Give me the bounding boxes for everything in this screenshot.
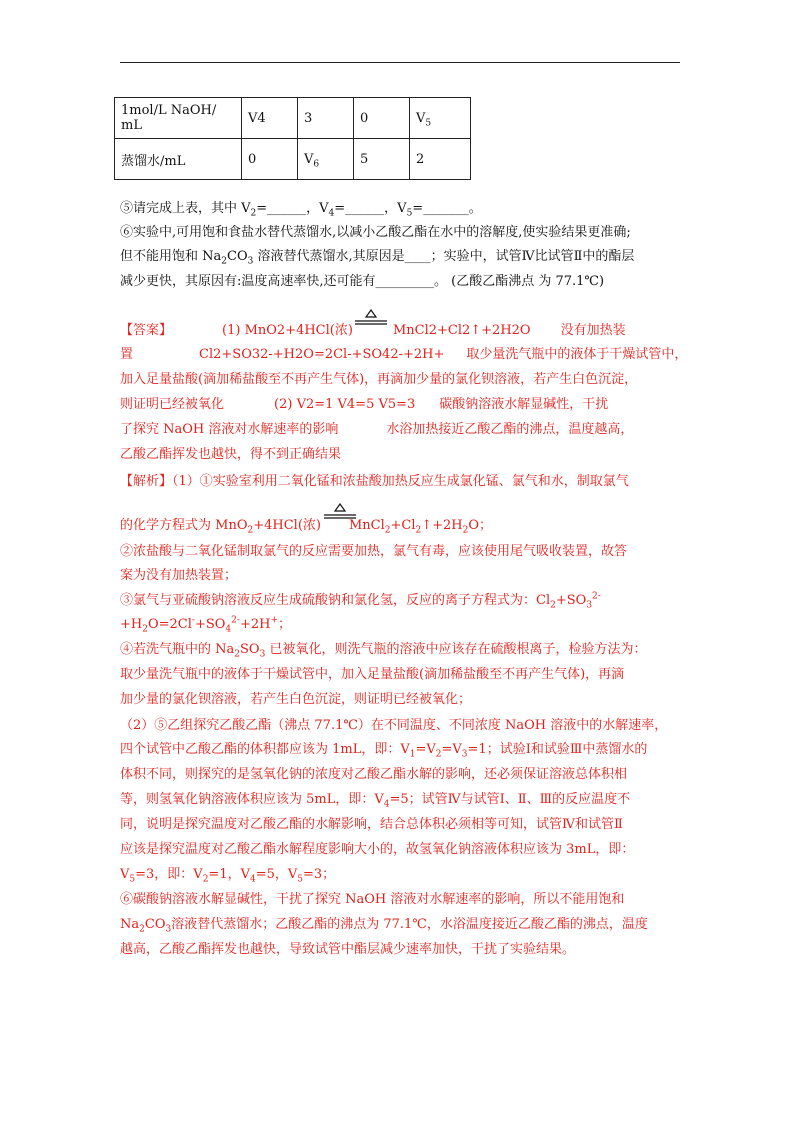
analysis-line: 【解析】（1）①实验室利用二氧化锰和浓盐酸加热反应生成氯化锰、氯气和水，制取氯气: [120, 474, 629, 489]
table-cell: 蒸馏水/mL: [115, 139, 242, 180]
analysis-line: 同，说明是探究温度对乙酸乙酯的水解影响，结合总体积必须相等可知，试管Ⅳ和试管Ⅱ: [120, 817, 623, 832]
analysis-line: $Na_2CO_3$溶液替代蒸馏水；乙酸乙酯的沸点为 77.1℃，水浴温度接近乙酸乙酯的沸点，温度: [120, 917, 648, 935]
table-cell: $V_6$: [298, 139, 354, 180]
analysis-line: 四个试管中乙酸乙酯的体积都应该为 1mL，即：$V_1=V_2=V_3=1$；试验Ⅰ和试验Ⅲ中蒸馏水的: [120, 742, 648, 760]
table-cell: V4: [242, 98, 298, 139]
analysis-line: $V_5=3$，即：$V_2=1$，$V_4=5$，$V_5=3$；: [120, 867, 336, 885]
analysis-line: $+H_2O=2Cl^-+SO_4^{2-}+2H^+$；: [120, 615, 292, 635]
table-cell: 2: [410, 139, 471, 180]
table-cell: 0: [354, 98, 410, 139]
answer-line: 了探究 NaOH 溶液对水解速率的影响 水浴加热接近乙酸乙酯的沸点，温度越高，: [120, 422, 634, 437]
table-row: [115, 139, 471, 180]
answer-line: 【答案】 (1) MnO2+4HCl(浓) MnCl2+Cl2↑+2H2O 没有加热装: [120, 323, 626, 338]
analysis-line: 应该是探究温度对乙酸乙酯水解程度影响大小的，故氢氧化钠溶液体积应该为 3mL，即：: [120, 842, 635, 857]
table-cell: $V_5$: [410, 98, 471, 139]
table-cell: 0: [242, 139, 298, 180]
table-cell: 3: [298, 98, 354, 139]
question-6-line: 减少更快，其原因有:温度高速率快,还可能有_________。 (乙酸乙酯沸点 为 77.1℃): [120, 274, 605, 289]
table-cell: 1mol/L NaOH/ mL: [115, 98, 242, 139]
analysis-line: ④若洗气瓶中的 $Na_2SO_3$ 已被氧化，则洗气瓶的溶液中应该存在硫酸根离子，检验方法为：: [120, 642, 647, 660]
analysis-line: 取少量洗气瓶中的液体于干燥试管中，加入足量盐酸(滴加稀盐酸至不再产生气体)，再滴: [120, 667, 625, 682]
analysis-line: ②浓盐酸与二氧化锰制取氯气的反应需要加热，氯气有毒，应该使用尾气吸收装置，故答: [120, 544, 628, 559]
answer-line: 乙酸乙酯挥发也越快，得不到正确结果: [120, 447, 342, 462]
analysis-line: 的化学方程式为 MnO$_2$+4HCl(浓) $MnCl_2+Cl_2↑+2H_2O$；: [120, 518, 493, 536]
analysis-line: ③氯气与亚硫酸钠溶液反应生成硫酸钠和氯化氢，反应的离子方程式为：$Cl_2+SO_3^{2-}$: [120, 591, 601, 611]
question-6-line: 但不能用饱和 $Na_2CO_3$ 溶液替代蒸馏水,其原因是____；实验中，试管Ⅳ比试管Ⅱ中的酯层: [120, 249, 635, 267]
answer-line: 置 Cl2+SO32-+H2O=2Cl-+SO42-+2H+ 取少量洗气瓶中的液体于干燥试管中，: [120, 347, 688, 362]
table-row: [115, 98, 471, 139]
analysis-line: 加少量的氯化钡溶液，若产生白色沉淀，则证明已经被氧化；: [120, 692, 472, 707]
analysis-line: （2）⑤乙组探究乙酸乙酯（沸点 77.1℃）在不同温度、不同浓度 NaOH 溶液中的水解速率，: [120, 718, 668, 733]
analysis-line: 案为没有加热装置；: [120, 568, 238, 583]
analysis-line: ⑥碳酸钠溶液水解显碱性，干扰了探究 NaOH 溶液对水解速率的影响，所以不能用饱和: [120, 892, 625, 907]
question-5: ⑤请完成上表，其中 $V_2=\_\_\_\_\_\_$，$V_4=\_\_\_\_\_\_$，$V_5=\_\_\_\_\_\_\_$。: [120, 201, 482, 219]
header-rule: [120, 62, 680, 63]
answer-line: 加入足量盐酸(滴加稀盐酸至不再产生气体)，再滴加少量的氯化钡溶液，若产生白色沉淀，: [120, 372, 638, 387]
analysis-line: 等，则氢氧化钠溶液体积应该为 5mL，即：$V_4=5$；试管Ⅳ与试管Ⅰ、Ⅱ、Ⅲ的反应温度不: [120, 792, 631, 810]
reagent-table: [114, 97, 471, 180]
analysis-line: 越高，乙酸乙酯挥发也越快，导致试管中酯层减少速率加快，干扰了实验结果。: [120, 942, 576, 957]
analysis-line: 体积不同，则探究的是氢氧化钠的浓度对乙酸乙酯水解的影响，还必须保证溶液总体积相: [120, 767, 628, 782]
answer-line: 则证明已经被氧化 (2) V2=1 V4=5 V5=3 碳酸钠溶液水解显碱性，干扰: [120, 397, 609, 412]
table-cell: 5: [354, 139, 410, 180]
question-6-line: ⑥实验中,可用饱和食盐水替代蒸馏水,以减小乙酸乙酯在水中的溶解度,使实验结果更准确;: [120, 225, 631, 240]
